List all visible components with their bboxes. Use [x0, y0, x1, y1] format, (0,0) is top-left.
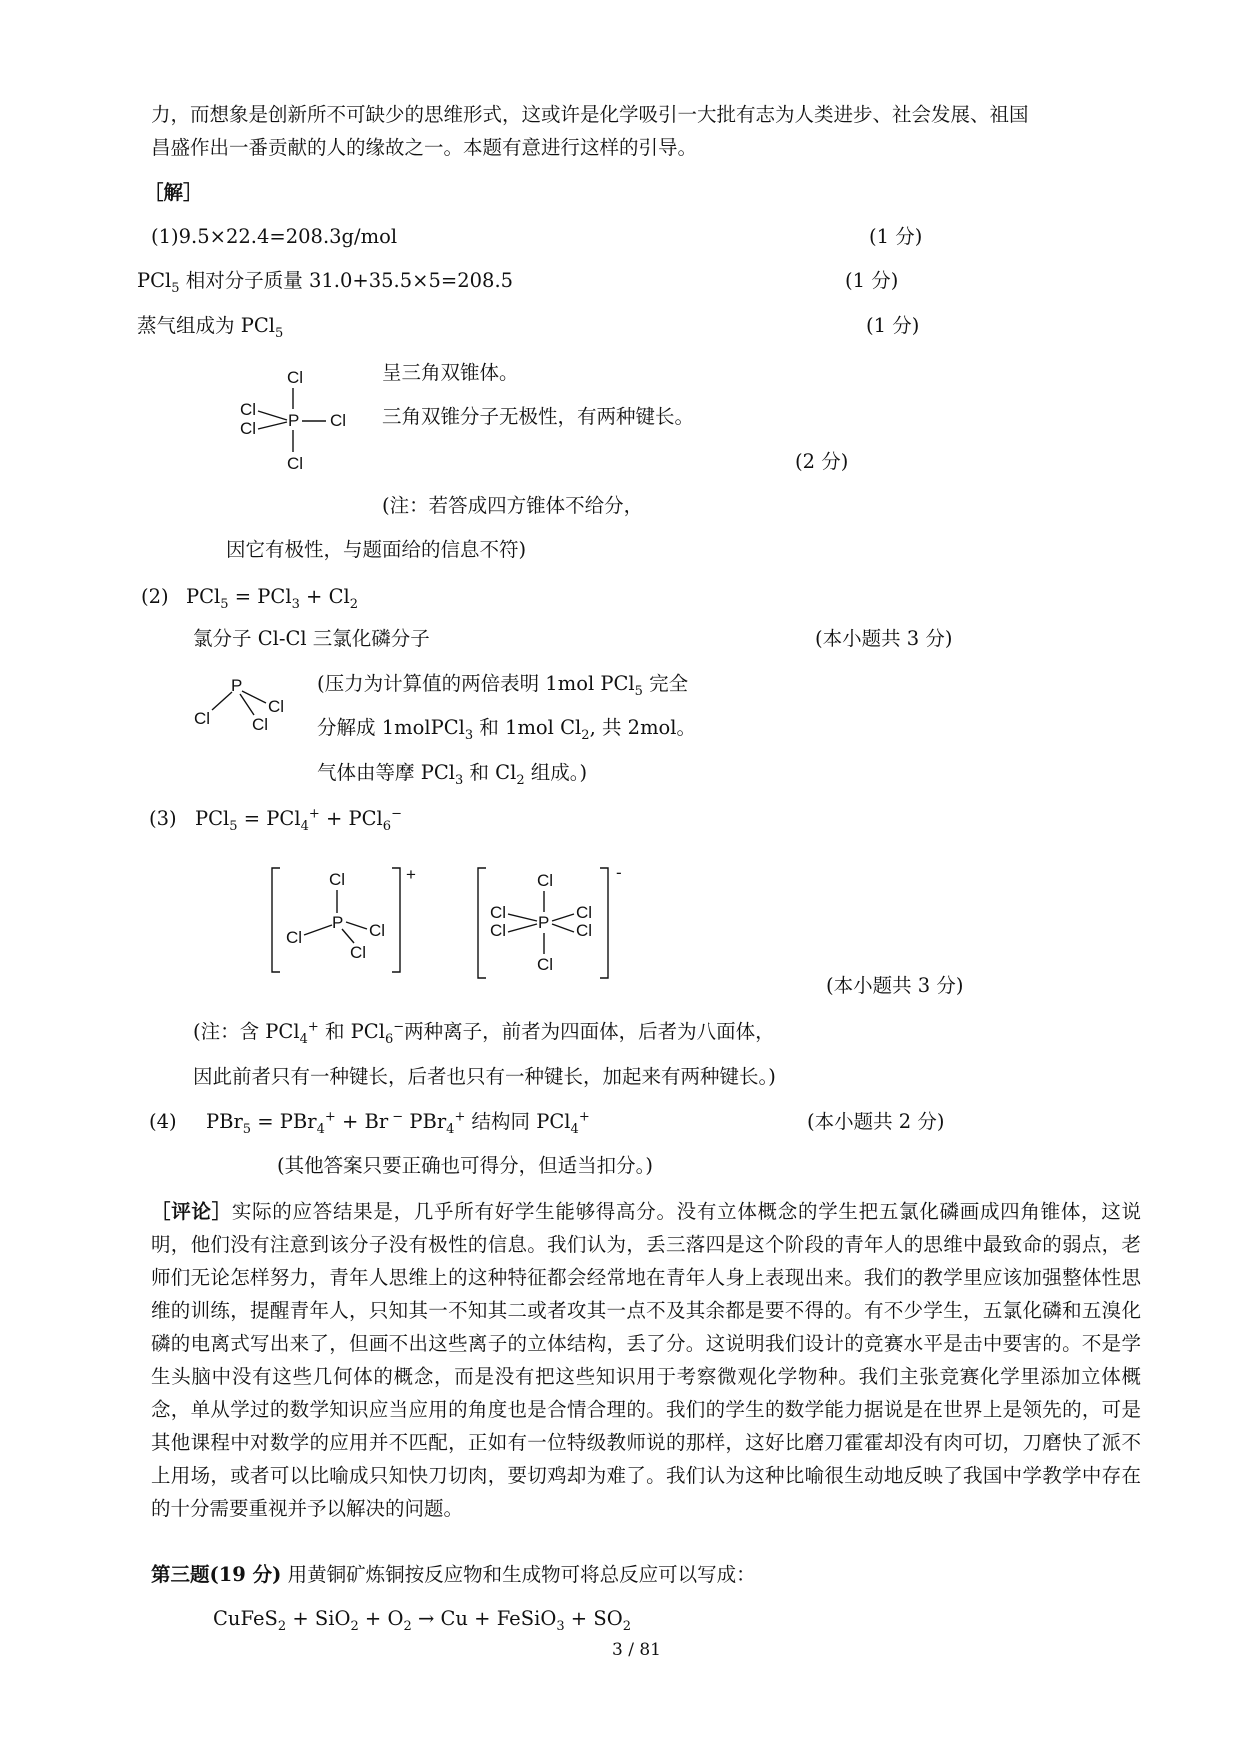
- comment-paragraph: [151, 1195, 1141, 1525]
- atom-p: P: [288, 411, 300, 430]
- part2-molecules: 氯分子 Cl-Cl 三氯化磷分子: [193, 627, 430, 650]
- part3-equation: PCl$_5$ = PCl$_4$+ + PCl$_6$−: [195, 806, 402, 834]
- part1-polarity: 三角双锥分子无极性，有两种键长。: [382, 405, 695, 428]
- cation-charge: +: [406, 865, 416, 884]
- part4-score: (本小题共 2 分): [807, 1110, 945, 1133]
- part1-calc: (1)9.5×22.4=208.3g/mol: [151, 225, 398, 248]
- atom-cl: Cl: [268, 697, 285, 716]
- pcl4-cation-structure: [268, 860, 428, 980]
- part4-equation: PBr$_5$ = PBr$_4$+ + Br − PBr$_4$+ 结构同 PCl$_4$+: [206, 1109, 590, 1137]
- comment-text: 实际的应答结果是，几乎所有好学生能够得高分。没有立体概念的学生把五氯化磷画成四角锥体，这说明，他们没有注意到该分子没有极性的信息。我们认为，丢三落四是这个阶段的青年人的思维中最致命的弱点，老师们无论怎样努力，青年人思维上的这种特征都会经常地在青年人身上表现出来。我们的教学里应该加强整体性思维的训练，提醒青年人，只知其一不知其二或者攻其一点不及其余都是要不得的。有不少学生，五氯化磷和五溴化磷的电离式写出来了，但画不出这些离子的立体结构，丢了分。这说明我们设计的竞赛水平是击中要害的。不是学生头脑中没有这些几何体的概念，而是没有把这些知识用于考察微观化学物种。我们主张竞赛化学里添加立体概念，单从学过的数学知识应当应用的角度也是合情合理的。我们的学生的数学能力据说是在世界上是领先的，可是其他课程中对数学的应用并不匹配，正如有一位特级教师说的那样，这好比磨刀霍霍却没有肉可切，刀磨快了派不上用场，或者可以比喻成只知快刀切肉，要切鸡却为难了。我们认为这种比喻很生动地反映了我国中学教学中存在的十分需要重视并予以解决的问题。: [151, 1200, 1141, 1520]
- part3-note-2: 因此前者只有一种键长，后者也只有一种键长，加起来有两种键长。): [193, 1065, 776, 1088]
- atom-cl: Cl: [350, 943, 367, 962]
- part2-number: (2): [141, 585, 169, 608]
- q3-title: 第三题(19 分): [151, 1563, 282, 1586]
- atom-cl: Cl: [537, 955, 554, 974]
- atom-cl: Cl: [287, 454, 304, 473]
- pcl5-structure: [234, 366, 354, 476]
- part1-shape-score: (2 分): [795, 450, 849, 473]
- part4-note: (其他答案只要正确也可得分，但适当扣分。): [277, 1154, 653, 1177]
- part2-explanation-2: 分解成 1molPCl$_3$ 和 1mol $Cl_2$, 共 2mol。: [317, 716, 697, 743]
- part1-mass: PCl$_5$ 相对分子质量 31.0+35.5×5=208.5: [137, 269, 514, 296]
- atom-cl: Cl: [240, 400, 257, 419]
- part2-score: (本小题共 3 分): [815, 627, 953, 650]
- part1-note-2: 因它有极性，与题面给的信息不符): [226, 538, 527, 561]
- atom-cl: Cl: [240, 419, 257, 438]
- atom-cl: Cl: [252, 715, 269, 734]
- atom-cl: Cl: [576, 921, 593, 940]
- part2-equation: $PCl_5 = PCl_3 + Cl_2$: [186, 585, 359, 612]
- atom-p: P: [231, 676, 243, 695]
- atom-cl: Cl: [490, 921, 507, 940]
- solution-heading: ［解］: [144, 181, 203, 204]
- part1-vapor-score: (1 分): [866, 314, 920, 337]
- anion-charge: -: [616, 863, 622, 882]
- part2-explanation-3: 气体由等摩 PCl$_3$ 和 $Cl_2$ 组成。): [317, 761, 588, 788]
- q3-equation: CuFeS$_2$ + $SiO_2 + O_2 \to Cu$ + FeSiO$_3$ + $SO_2$: [213, 1607, 631, 1634]
- part1-mass-score: (1 分): [845, 269, 899, 292]
- part1-vapor: 蒸气组成为 PCl$_5$: [137, 314, 284, 341]
- part3-note-1: (注：含 PCl$_4$+ 和 PCl$_6$−两种离子，前者为四面体，后者为八面体，: [193, 1019, 775, 1047]
- part1-shape: 呈三角双锥体。: [382, 361, 519, 384]
- atom-cl: Cl: [369, 921, 386, 940]
- atom-p: P: [538, 913, 550, 932]
- intro-line-2: 昌盛作出一番贡献的人的缘故之一。本题有意进行这样的引导。: [151, 136, 698, 159]
- pcl3-structure: [190, 675, 300, 735]
- page-number: 3 / 81: [612, 1640, 661, 1660]
- atom-cl: Cl: [287, 368, 304, 387]
- part4-number: (4): [149, 1110, 177, 1133]
- atom-cl: Cl: [194, 709, 211, 728]
- intro-line-1: 力，而想象是创新所不可缺少的思维形式，这或许是化学吸引一大批有志为人类进步、社会发展、祖国: [151, 103, 1029, 126]
- part2-explanation-1: (压力为计算值的两倍表明 1mol PCl$_5$ 完全: [317, 672, 689, 699]
- comment-label: ［评论］: [151, 1200, 232, 1223]
- part1-calc-score: (1 分): [869, 225, 923, 248]
- part1-note-1: (注：若答成四方锥体不给分，: [382, 494, 644, 517]
- atom-cl: Cl: [490, 903, 507, 922]
- atom-cl: Cl: [286, 928, 303, 947]
- part3-score: (本小题共 3 分): [826, 974, 964, 997]
- atom-cl: Cl: [329, 870, 346, 889]
- atom-cl: Cl: [330, 411, 347, 430]
- pcl6-anion-structure: [470, 860, 640, 985]
- part3-number: (3): [149, 807, 177, 830]
- atom-cl: Cl: [576, 903, 593, 922]
- q3-text: 用黄铜矿炼铜按反应物和生成物可将总反应可以写成：: [287, 1563, 756, 1586]
- atom-p: P: [332, 913, 344, 932]
- q3-heading: [151, 1562, 756, 1588]
- atom-cl: Cl: [537, 871, 554, 890]
